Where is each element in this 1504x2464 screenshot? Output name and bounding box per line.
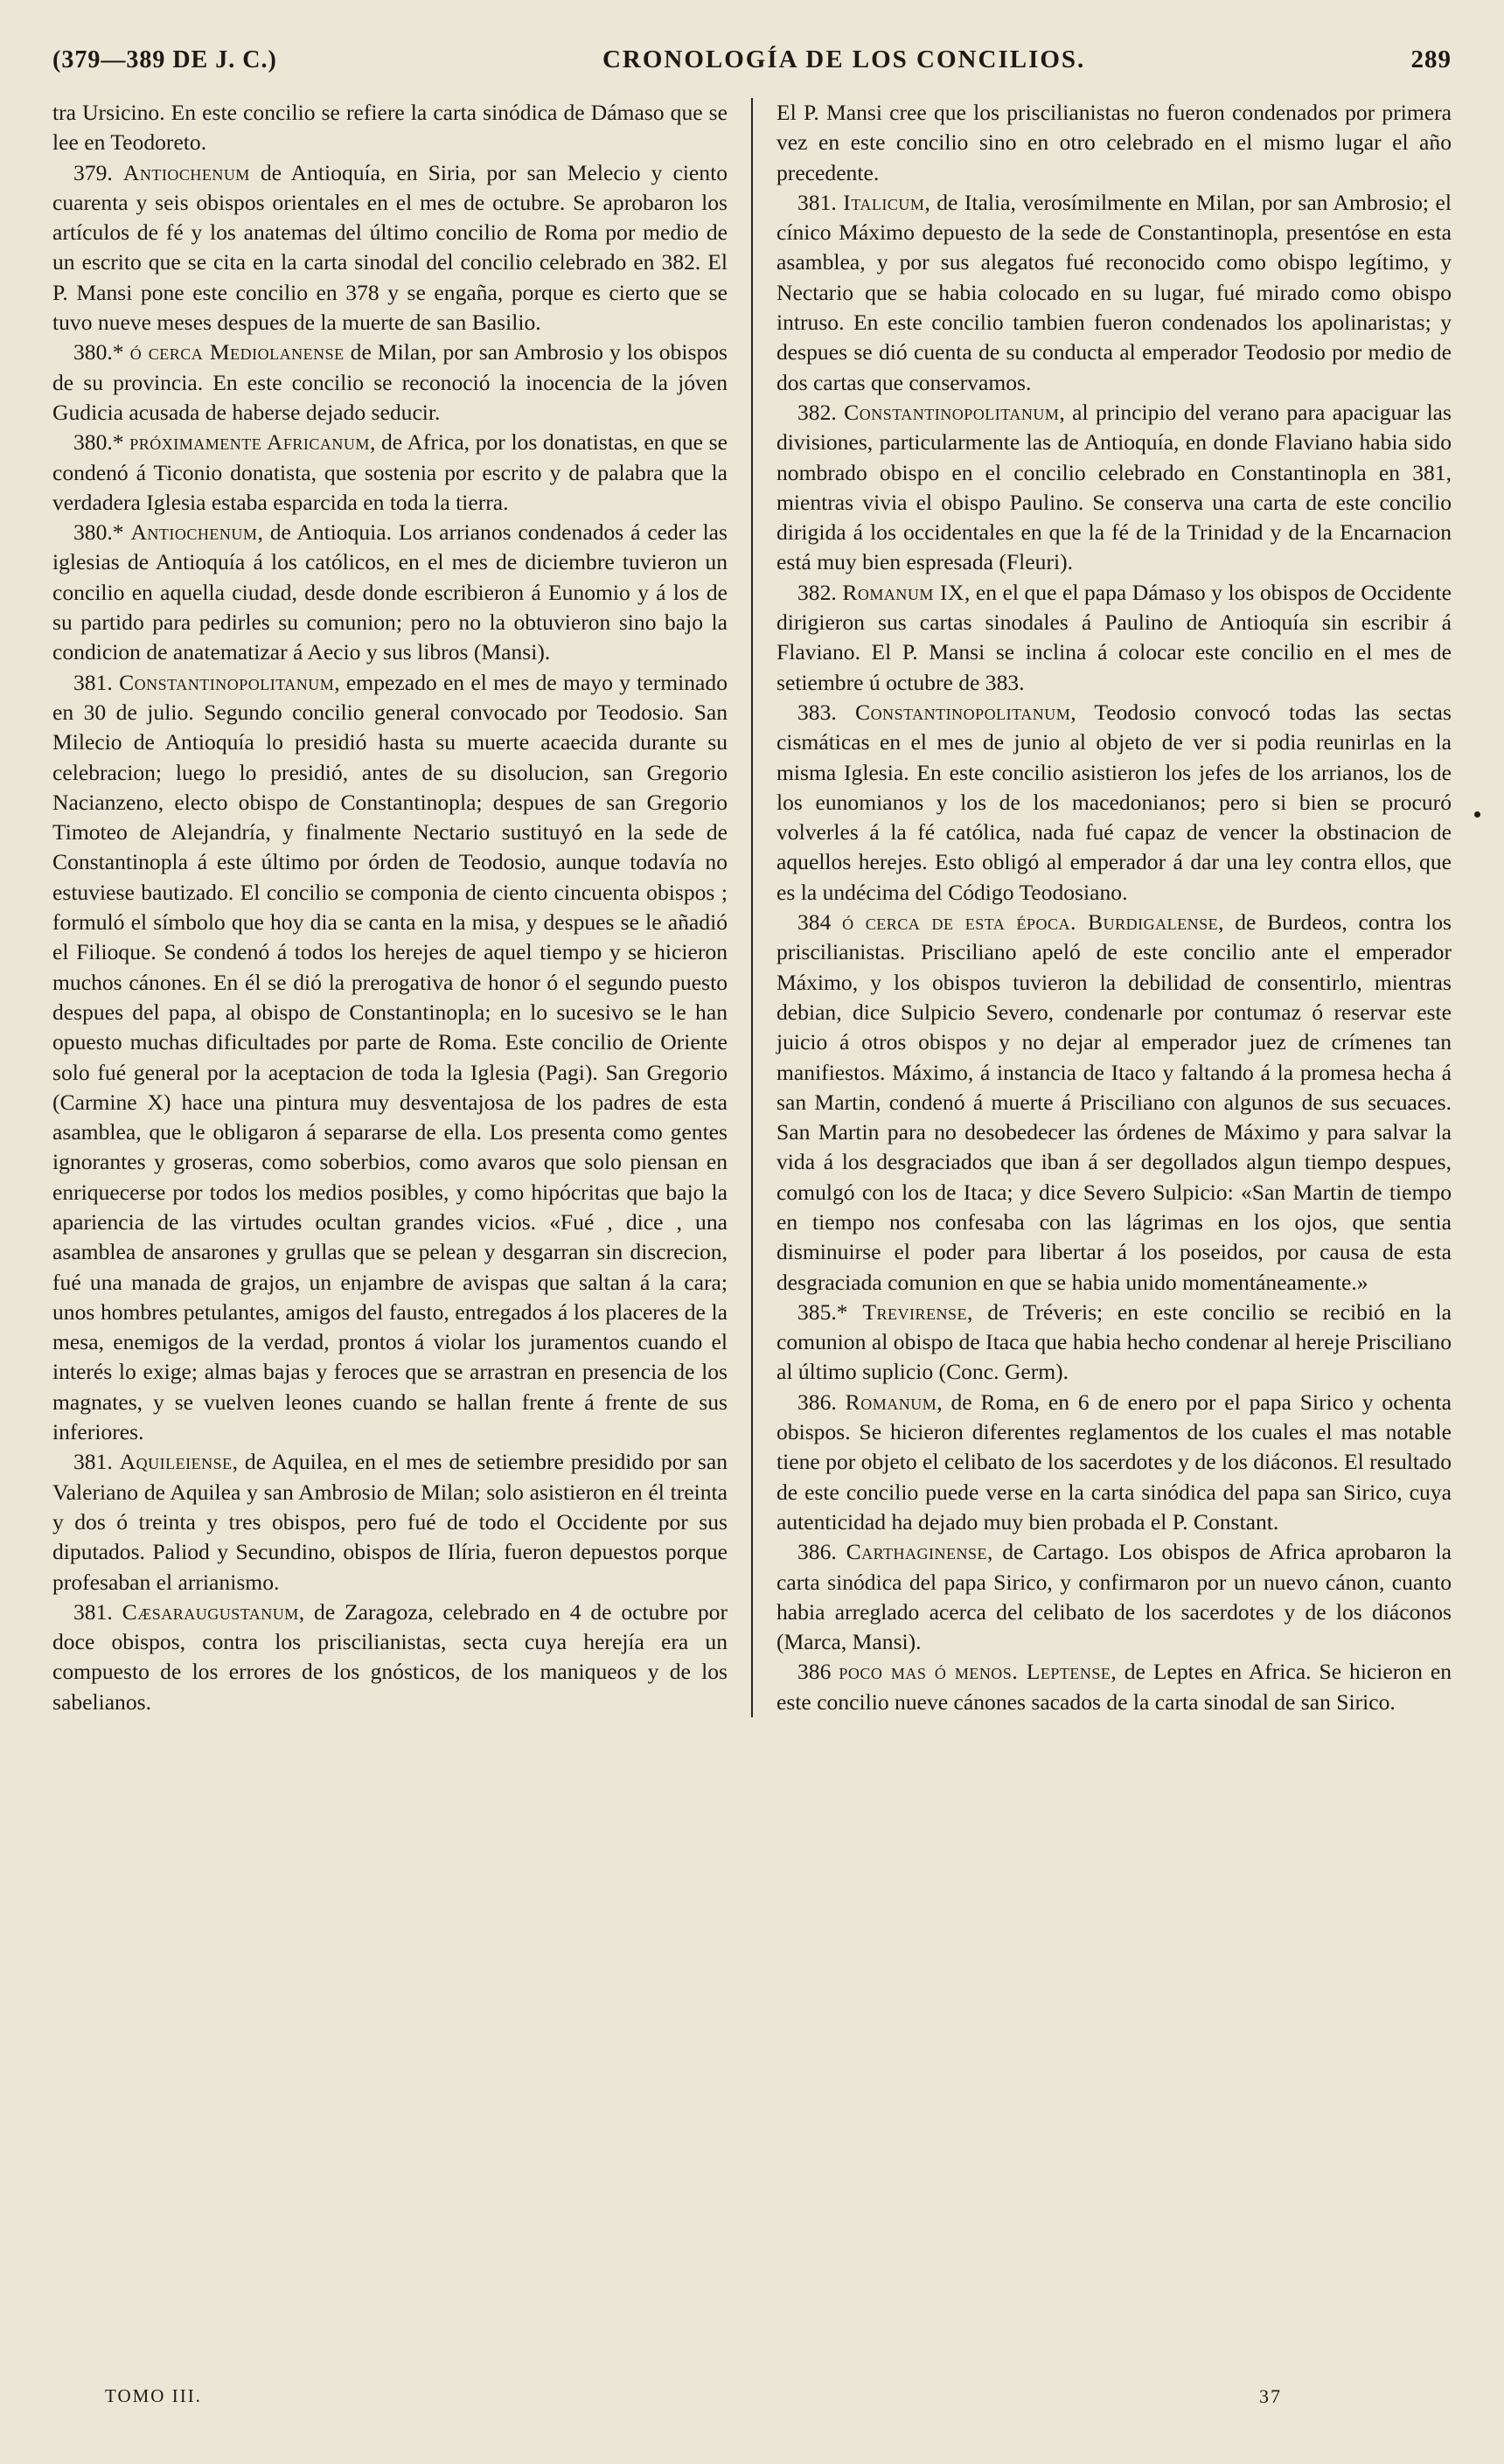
entry: [776, 1388, 1452, 1537]
entry-text: , de Cartago. Los obispos de Africa aprobaron la carta sinódica del papa Sirico, y confirmaron por un nuevo cánon, cuanto habia arreglado acerca del celibato de los sacerdotes y de los diáconos (Marca, Mansi).: [776, 1539, 1452, 1655]
entry-text: El P. Mansi cree que los priscilianistas no fueron condenados por primera vez en este concilio sino en otro celebrado en el mismo lugar el año precedente.: [776, 100, 1452, 185]
entry: [52, 668, 728, 1448]
entry-text: , de Zaragoza, celebrado en 4 de octubre por doce obispos, contra los priscilianistas, secta cuya herejía era un compuesto de los errores de los gnósticos, de los maniqueos y de los sabelianos.: [52, 1598, 728, 1715]
entry-text: , de Aquilea, en el mes de setiembre presidido por san Valeriano de Aquilea y san Ambrosio de Milan; solo asistieron en él treinta y dos ó treinta y tres obispos, pero fué de todo el Occidente por sus diputados. Paliod y Secundino, obispos de Ilíria, fueron depuestos porque profesaban el arrianismo.: [52, 1449, 728, 1595]
header-date-range: (379—389 DE J. C.): [52, 46, 277, 73]
entry-number: 380.*: [73, 339, 124, 365]
entry: [52, 428, 728, 518]
council-name: Trevirense: [862, 1298, 968, 1325]
council-name: Italicum: [843, 189, 925, 215]
entry-text: , empezado en el mes de mayo y terminado en 30 de julio. Segundo concilio general convocado por Teodosio. San Milecio de Antioquía lo presidió hasta su muerte acaecida durante su celebracion; luego lo presidió, antes de su disolucion, san Gregorio Nacianzeno, electo obispo de Constantinopla; despues de san Gregorio Timoteo de Alejandría, y finalmente Nectario sustituyó en la sede de Constantinopla á este último por órden de Teodosio, aunque todavía no estuviese bautizado. El concilio se componia de ciento cincuenta obispos ; formuló el símbolo que hoy dia se canta en la misa, y despues se le añadió el Filioque. Se condenó á todos los herejes de aquel tiempo y se hicieron muchos cánones. En él se dió la prerogativa de honor ó el segundo puesto despues del papa, al obispo de Constantinopla; en lo sucesivo se le han opuesto muchas dificultades por parte de Roma. Este concilio de Oriente solo fué general por la aceptacion de toda la Iglesia (Pagi). San Gregorio (Carmine X) hace una pintura muy desventajosa de los padres de esta asamblea, que le obligaron á separarse de ella. Los presenta como gentes ignorantes y groseras, como soberbios, como avaros que solo piensan en enriquecerse por todos los medios posibles, y como hipócritas que bajo la apariencia de las virtudes ocultan grandes vicios. «Fué , dice , una asamblea de ansarones y grullas que se pelean y desgarran sin discrecion, fué una manada de grajos, un enjambre de avispas que saltan á la cara; unos hombres petulantes, amigos del fausto, entregados á los placeres de la mesa, enemigos de la verdad, prontos á violar los juramentos cuando el interés lo exige; almas bajas y feroces que se arrastran en presencia de los magnates, y se vuelven leones cuando se hallan frente á frente de sus inferiores.: [52, 669, 728, 1445]
entry-number: 382.: [797, 399, 837, 425]
entry: [52, 1597, 728, 1717]
entry-number: 386.: [797, 1389, 837, 1415]
entry: [776, 1657, 1452, 1717]
running-header: [52, 45, 1452, 86]
entry: [52, 338, 728, 428]
entry: [52, 158, 728, 338]
entry-number: 381.: [797, 189, 837, 215]
entry-number: 381.: [73, 669, 113, 695]
signature-mark: 37: [1259, 2385, 1282, 2407]
entry-text: , de Burdeos, contra los priscilianistas. Prisciliano apeló de este concilio ante el emperador Máximo, y los obispos tuvieron la debilidad de consentirlo, mientras debian, dice Sulpicio Severo, condenarle por contumaz ó reservar este juicio á otros obispos y no dejar al emperador juez de crímenes tan manifiestos. Máximo, á instancia de Itaco y faltando á la promesa hecha á san Martin, condenó á muerte á Prisciliano con algunos de sus secuaces. San Martin para no desobedecer las órdenes de Máximo y para salvar la vida á los desgraciados que iban á ser degollados algun tiempo despues, comulgó con los de Itaca; y dice Severo Sulpicio: «San Martin de tiempo en tiempo nos confesaba con las lágrimas en los ojos, que sentia disminuirse el poder para libertar á los poseidos, por causa de esta desgraciada comunion en que se habia unido momentáneamente.»: [776, 909, 1452, 1295]
entry-number: 385.*: [797, 1298, 848, 1325]
entry-number: 379.: [73, 159, 113, 185]
page-footer: [105, 2385, 1452, 2407]
header-title: CRONOLOGÍA DE LOS CONCILIOS.: [602, 45, 1086, 73]
council-name: Antiochenum: [130, 519, 258, 546]
council-name: Romanum IX: [842, 579, 964, 605]
council-name: próximamente Africanum: [129, 429, 370, 456]
entry-text: , de Italia, verosímilmente en Milan, por san Ambrosio; el cínico Máximo depuesto de la sede de Constantinopla, presentóse en esta asamblea, y por sus alegatos fué reconocido como obispo legítimo, y Nectario que se habia colocado en su lugar, fué mirado como obispo intruso. En este concilio tambien fueron condenados los apolinaristas; y despues se dió cuenta de su conducta al emperador Teodosio por medio de dos cartas que conservamos.: [776, 189, 1452, 395]
entry-number: 380.*: [73, 519, 124, 546]
entry: [776, 578, 1452, 698]
entry: [52, 1447, 728, 1597]
page-number: 289: [1410, 45, 1452, 73]
council-name: Romanum: [845, 1389, 937, 1415]
council-name: poco mas ó menos. Leptense: [839, 1659, 1111, 1685]
entry-number: 386.: [797, 1539, 837, 1565]
entry-text: , de Roma, en 6 de enero por el papa Sirico y ochenta obispos. Se hicieron diferentes reglamentos de los cuales el mas notable tiene por objeto el celibato de los sacerdotes y de los diáconos. El resultado de este concilio puede verse en la carta sinódica del papa san Sirico, cuya autenticidad ha dejado muy bien probada el P. Constant.: [776, 1389, 1452, 1535]
text-columns: [52, 98, 1452, 1717]
entry-text: tra Ursicino. En este concilio se refiere la carta sinódica de Dámaso que se lee en Teodoreto.: [52, 100, 728, 156]
council-name: Aquileiense: [119, 1449, 233, 1475]
council-name: Carthaginense: [846, 1539, 988, 1565]
entry-text: de Milan, por san Ambrosio y los obispos de su provincia. En este concilio se reconoció la inocencia de la jóven Gudicia acusada de haberse dejado seducir.: [52, 339, 728, 425]
council-name: Constantinopolitanum: [119, 669, 335, 695]
entry-text: , de Antioquia. Los arrianos condenados á ceder las iglesias de Antioquía á los católicos, en el mes de diciembre tuvieron un concilio en aquella ciudad, desde donde escribieron á Eunomio y á los de su partido para pedirles su comunion; pero no la obtuvieron sino bajo la condicion de anatematizar á Aecio y sus libros (Mansi).: [52, 519, 728, 665]
margin-dot: [1474, 811, 1480, 818]
entry-text: , de Tréveris; en este concilio se recibió en la comunion al obispo de Itaca que habia hecho condenar al hereje Prisciliano al último suplicio (Conc. Germ).: [776, 1298, 1452, 1385]
council-name: ó cerca Mediolanense: [129, 339, 345, 365]
entry: [776, 188, 1452, 398]
council-name: Cæsaraugustanum: [122, 1598, 299, 1625]
entry-text: de Antioquía, en Siria, por san Melecio y ciento cuarenta y seis obispos orientales en el mes de octubre. Se aprobaron los artículos de fé y los anatemas del último concilio de Roma por medio de un escrito que se cita en la carta sinodal del concilio celebrado en 382. El P. Mansi pone este concilio en 378 y se engaña, porque es cierto que se tuvo nueve meses despues de la muerte de san Basilio.: [52, 159, 728, 336]
entry: [776, 908, 1452, 1298]
entry-number: 382.: [797, 579, 837, 605]
entry-number: 383.: [797, 699, 837, 725]
volume-label: TOMO III.: [105, 2385, 202, 2406]
column-divider: [751, 98, 753, 1717]
entry-number: 380.*: [73, 429, 124, 456]
entry: [776, 1298, 1452, 1388]
council-name: ó cerca de esta época. Burdigalense: [842, 909, 1219, 936]
entry: [52, 98, 728, 158]
entry: [776, 98, 1452, 188]
left-column: [52, 98, 728, 1717]
council-name: Antiochenum: [122, 159, 250, 185]
entry-number: 384: [797, 909, 832, 936]
entry-text: , de Leptes en Africa. Se hicieron en este concilio nueve cánones sacados de la carta sinodal de san Sirico.: [776, 1659, 1452, 1715]
right-column: [776, 98, 1452, 1717]
entry: [776, 398, 1452, 578]
entry-number: 386: [797, 1659, 832, 1685]
entry-text: , Teodosio convocó todas las sectas cismáticas en el mes de junio al objeto de ver si podia reunirlas en la misma Iglesia. En este concilio asistieron los jefes de los arrianos, los de los eunomianos y los de los macedonianos; pero si bien se procuró volverles á la fé católica, nada fué capaz de vencer la obstinacion de aquellos herejes. Esto obligó al emperador á dar una ley contra ellos, que es la undécima del Código Teodosiano.: [776, 699, 1452, 905]
entry-number: 381.: [73, 1598, 113, 1625]
entry-number: 381.: [73, 1449, 113, 1475]
entry-text: , en el que el papa Dámaso y los obispos de Occidente dirigieron sus cartas sinodales á Paulino de Antioquía sin escribir á Flaviano. El P. Mansi se inclina á colocar este concilio en el mes de setiembre ú octubre de 383.: [776, 579, 1452, 695]
entry: [776, 698, 1452, 908]
council-name: Constantinopolitanum: [844, 399, 1060, 425]
entry: [52, 518, 728, 667]
council-name: Constantinopolitanum: [855, 699, 1071, 725]
entry-text: , al principio del verano para apaciguar las divisiones, particularmente las de Antioquía, en donde Flaviano habia sido nombrado obispo en el concilio celebrado en Constantinopla en 381, mientras vivia el obispo Paulino. Se conserva una carta de este concilio dirigida á los occidentales en que la fé de la Trinidad y de la Encarnacion está muy bien espresada (Fleuri).: [776, 399, 1452, 575]
entry-text: , de Africa, por los donatistas, en que se condenó á Ticonio donatista, que sostenia por escrito y de palabra que la verdadera Iglesia estaba esparcida en toda la tierra.: [52, 429, 728, 515]
entry: [776, 1537, 1452, 1657]
